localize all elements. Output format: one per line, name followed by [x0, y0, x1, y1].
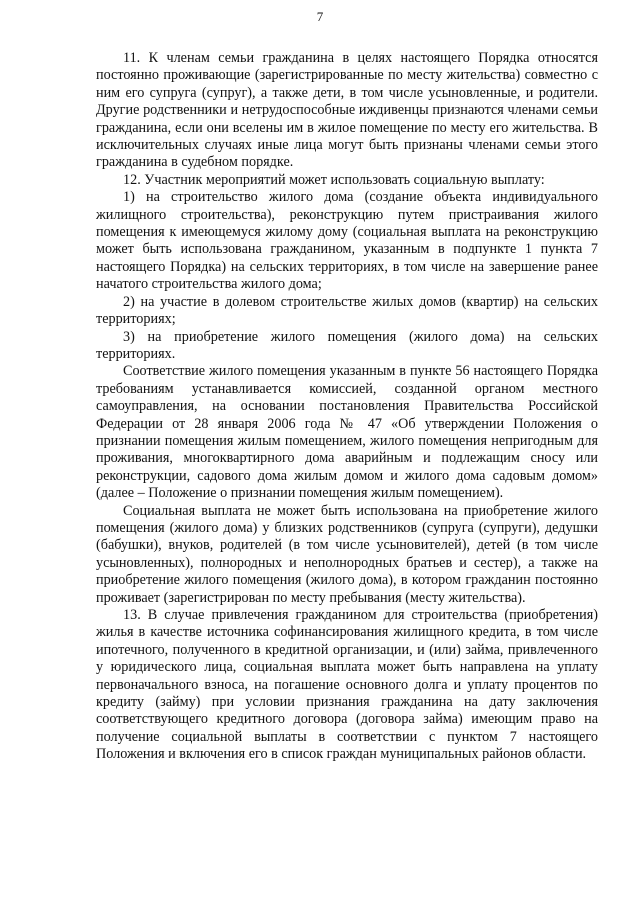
paragraph-13-mortgage: 13. В случае привлечения гражданином для строительства (приобретения) жилья в качестве источника софинансирования жилищного кредита, в том числе ипотечного, полученного в кредитной организации, и (или) займа, привлеченного у юридического лица, социальная выплата может быть направлена на уплату первоначального взноса, на погашение основного долга и уплату процентов по кредиту (займу) при условии признания гражданина на дату заключения соответствующего кредитного договора (договора займа) имеющим право на получение социальной выплаты в соответствии с пунктом 7 настоящего Положения и включения его в список граждан муниципальных районов области. [96, 607, 598, 763]
list-item-2-shared-construction: 2) на участие в долевом строительстве жилых домов (квартир) на сельских территориях; [96, 293, 598, 328]
list-item-1-construction: 1) на строительство жилого дома (создание объекта индивидуального жилищного строительства), реконструкцию путем пристраивания жилого помещения к имеющемуся жилому дому (социальная выплата на реконструкцию может быть использована гражданином, указанным в подпункте 1 пункта 7 настоящего Порядка) на сельских территориях, в том числе на завершение ранее начатого строительства жилого дома; [96, 189, 598, 293]
paragraph-12-intro: 12. Участник мероприятий может использовать социальную выплату: [123, 171, 545, 188]
paragraph-restrictions: Социальная выплата не может быть использована на приобретение жилого помещения (жилого дома) у близких родственников (супруга (супруги), дедушки (бабушки), внуков, родителей (в том числе усыновителей), детей (в том числе усыновленных), полнородных и неполнородных братьев и сестер), а также на приобретение жилого помещения (жилого дома), в котором гражданин постоянно проживает (зарегистрирован по месту пребывания (месту жительства). [96, 502, 598, 606]
page-number: 7 [316, 9, 324, 24]
list-item-3-purchase: 3) на приобретение жилого помещения (жилого дома) на сельских территориях. [96, 328, 598, 362]
document-body [96, 50, 598, 764]
paragraph-11-family-members: 11. К членам семьи гражданина в целях настоящего Порядка относятся постоянно проживающие (зарегистрированные по месту жительства) совместно с ним его супруга (супруг), а также дети, в том числе усыновленные, и родители. Другие родственники и нетрудоспособные иждивенцы признаются членами семьи гражданина, если они вселены им в жилое помещение по месту его жительства. В исключительных случаях иные лица могут быть признаны членами семьи этого гражданина в судебном порядке. [96, 50, 598, 171]
paragraph-compliance: Соответствие жилого помещения указанным в пункте 56 настоящего Порядка требованиям устанавливается комиссией, созданной органом местного самоуправления, на основании постановления Правительства Российской Федерации от 28 января 2006 года № 47 «Об утверждении Положения о признании помещения жилым помещением, жилого помещения непригодным для проживания, многоквартирного дома аварийным и подлежащим сносу или реконструкции, садового дома жилым домом и жилого дома садовым домом» (далее – Положение о признании помещения жилым помещением). [96, 363, 598, 502]
